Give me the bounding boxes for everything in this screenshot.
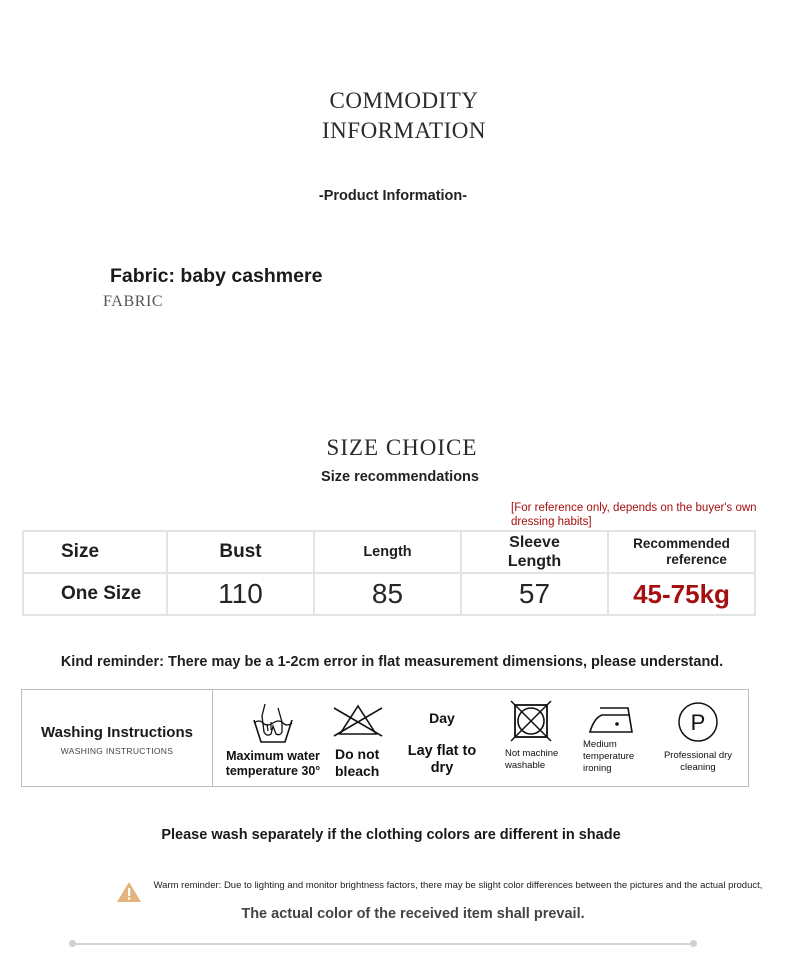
actual-color-note: The actual color of the received item shall prevail. (241, 906, 585, 922)
no-bleach-icon (332, 704, 384, 738)
reference-note: [For reference only, depends on the buyer's own dressing habits] (511, 502, 757, 528)
header-recommended-line2: reference (666, 552, 727, 567)
commodity-information-title (0, 86, 790, 146)
care-item-no-bleach (327, 704, 389, 780)
care-label-no-machine-wash: Not machine washable (505, 748, 559, 771)
warning-icon (116, 881, 142, 903)
washing-instructions-label (22, 690, 213, 786)
header-recommended-line1: Recommended (633, 536, 730, 551)
wash-separately-note: Please wash separately if the clothing colors are different in shade (161, 827, 621, 843)
care-item-lay-flat-dry (397, 710, 487, 777)
cell-recommended: 45-75kg (608, 573, 755, 615)
warm-reminder-text: Warm reminder: Due to lighting and monitor brightness factors, there may be slight color differences between the pictures and the actual product, (153, 880, 763, 891)
fabric-label-en: FABRIC (103, 293, 164, 310)
divider-dot-right (690, 940, 697, 947)
title-line-2: INFORMATION (322, 118, 486, 143)
day-text: Day (429, 710, 455, 726)
title-line-1: COMMODITY (329, 88, 479, 113)
no-machine-wash-icon (510, 700, 552, 742)
care-item-no-machine-wash (502, 700, 572, 772)
header-sleeve-length (461, 531, 608, 573)
washing-instructions-title: Washing Instructions (41, 724, 193, 741)
header-sleeve-line1: Sleeve (509, 534, 560, 551)
divider-dot-left (69, 940, 76, 947)
size-table-header-row (23, 531, 755, 573)
washing-instructions-box (21, 689, 749, 787)
care-label-lay-flat-dry: Lay flat to dry (407, 743, 477, 776)
size-table (22, 530, 756, 616)
washing-instructions-title-en: WASHING INSTRUCTIONS (60, 746, 174, 756)
care-label-no-bleach: Do not bleach (335, 746, 380, 779)
cell-length: 85 (314, 573, 461, 615)
header-size: Size (23, 531, 167, 573)
kind-reminder: Kind reminder: There may be a 1-2cm error in flat measurement dimensions, please understand. (60, 654, 724, 670)
cell-sleeve-length: 57 (461, 573, 608, 615)
footer-divider (72, 943, 694, 945)
size-recommendations-subtitle: Size recommendations (321, 469, 479, 485)
cell-size: One Size (23, 573, 167, 615)
cell-bust: 110 (167, 573, 314, 615)
dry-clean-symbol: P (690, 710, 706, 735)
professional-dry-clean-icon (676, 700, 720, 744)
care-label-iron-medium: Medium temperature ironing (583, 739, 635, 774)
table-row (23, 573, 755, 615)
header-recommended-reference (608, 531, 755, 573)
care-label-professional-dry-clean: Professional dry cleaning (663, 750, 733, 773)
header-length: Length (314, 531, 461, 573)
hand-wash-icon (251, 702, 295, 744)
iron-medium-icon (588, 704, 636, 736)
care-item-hand-wash (221, 702, 325, 779)
header-sleeve-line2: Length (507, 553, 562, 570)
care-item-professional-dry-clean (658, 700, 738, 774)
care-label-hand-wash: Maximum water temperature 30° (225, 749, 321, 778)
product-information-subtitle: -Product Information- (318, 188, 468, 204)
fabric-label: Fabric: baby cashmere (110, 265, 323, 287)
care-item-iron-medium (580, 704, 650, 775)
header-bust: Bust (167, 531, 314, 573)
size-choice-title: SIZE CHOICE (326, 435, 478, 460)
